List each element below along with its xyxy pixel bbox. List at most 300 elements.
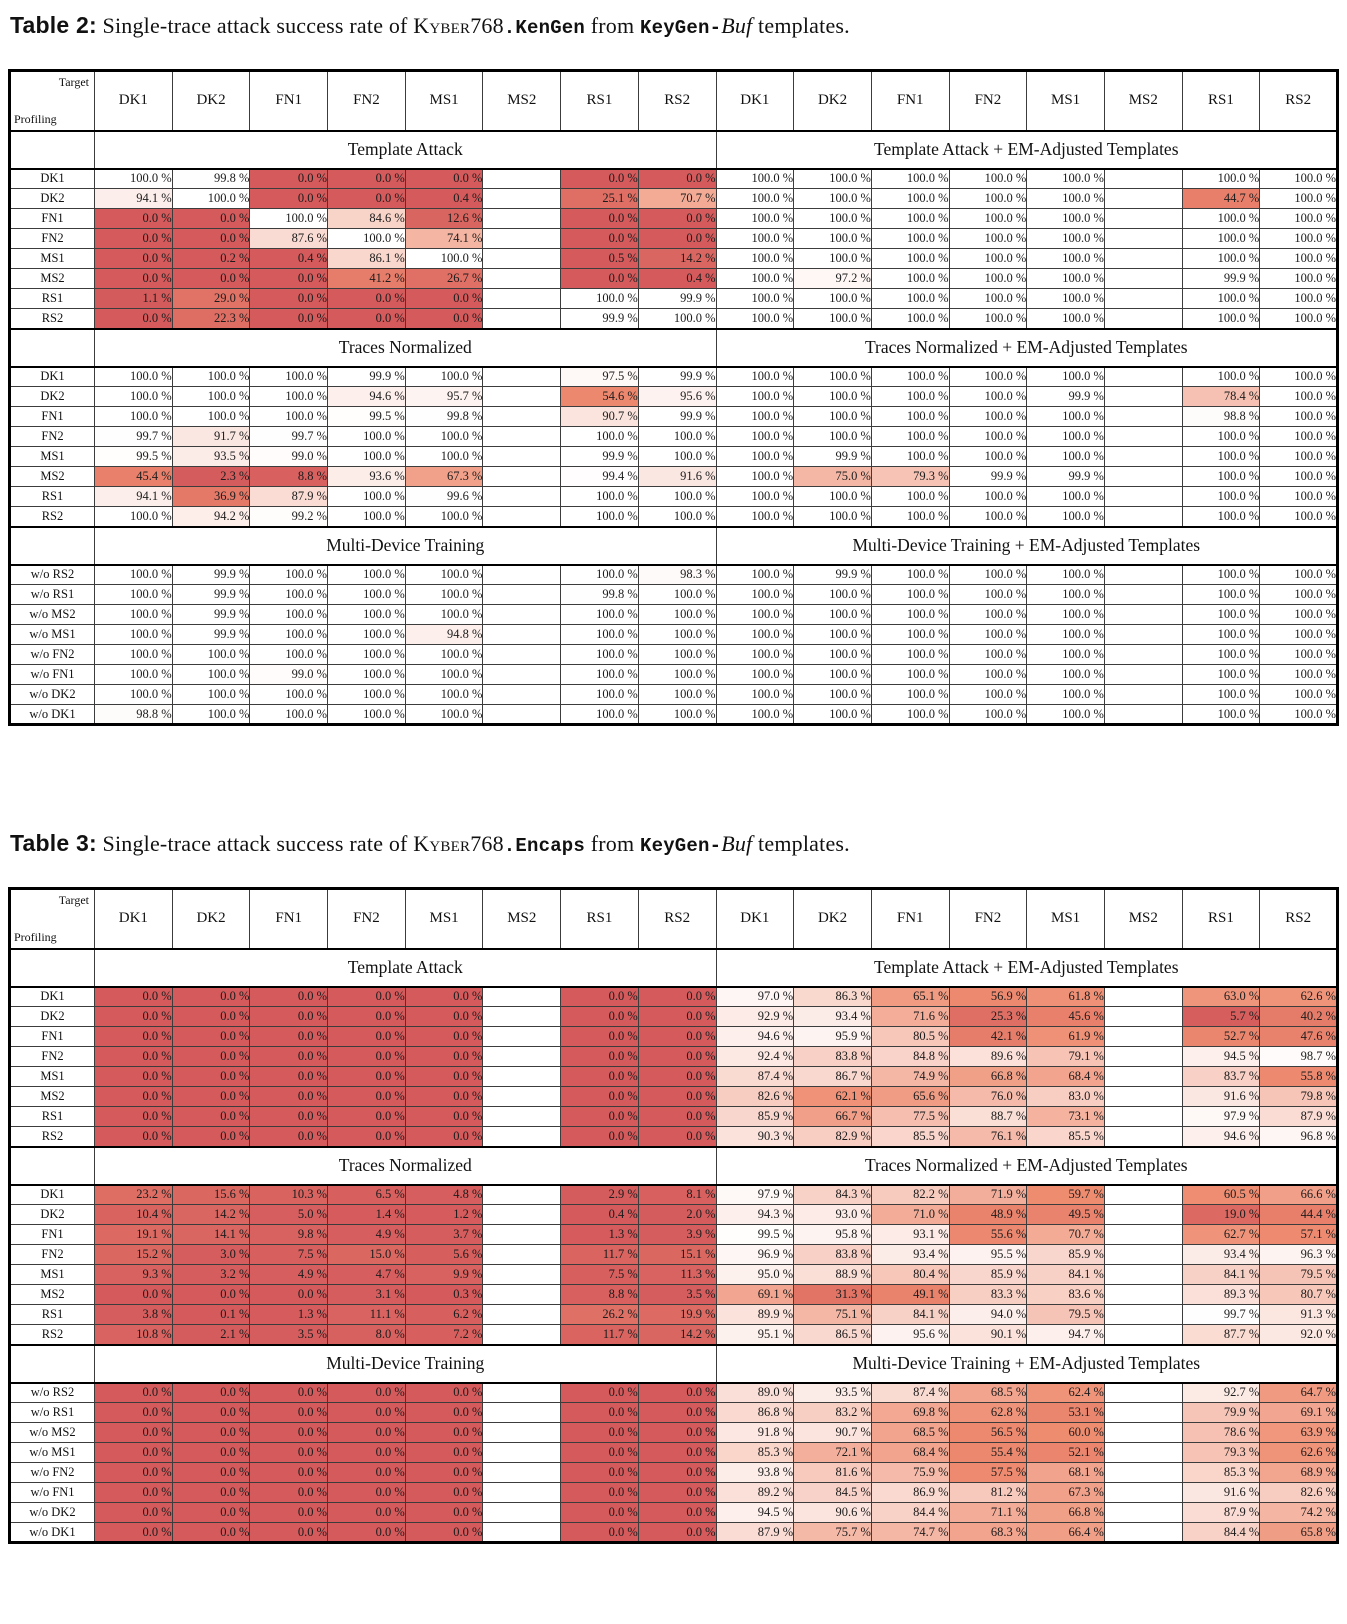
value-cell: 5.7 % [1182, 1007, 1260, 1027]
value-cell: 99.8 % [561, 585, 639, 605]
empty-cell [483, 447, 561, 467]
row-label: MS2 [10, 1087, 95, 1107]
value-cell: 0.0 % [561, 1423, 639, 1443]
value-cell: 0.0 % [561, 1007, 639, 1027]
caption-part: Table 2: [10, 12, 97, 38]
value-cell: 100.0 % [716, 229, 794, 249]
value-cell: 100.0 % [405, 447, 483, 467]
empty-cell [483, 1047, 561, 1067]
value-cell: 62.4 % [1027, 1383, 1105, 1403]
value-cell: 100.0 % [1260, 625, 1338, 645]
value-cell: 79.9 % [1182, 1403, 1260, 1423]
value-cell: 82.9 % [794, 1127, 872, 1147]
value-cell: 0.0 % [638, 1523, 716, 1543]
value-cell: 45.6 % [1027, 1007, 1105, 1027]
value-cell: 70.7 % [1027, 1225, 1105, 1245]
value-cell: 100.0 % [250, 407, 328, 427]
section-header-row [10, 1147, 1338, 1185]
value-cell: 93.4 % [794, 1007, 872, 1027]
value-cell: 90.6 % [794, 1503, 872, 1523]
value-cell: 0.0 % [328, 1423, 406, 1443]
value-cell: 44.4 % [1260, 1205, 1338, 1225]
row-label: RS1 [10, 289, 95, 309]
row-label: DK1 [10, 1185, 95, 1205]
value-cell: 0.0 % [172, 987, 250, 1007]
value-cell: 100.0 % [871, 585, 949, 605]
value-cell: 100.0 % [716, 427, 794, 447]
value-cell: 3.7 % [405, 1225, 483, 1245]
value-cell: 99.5 % [95, 447, 173, 467]
value-cell: 79.5 % [1260, 1265, 1338, 1285]
value-cell: 100.0 % [405, 367, 483, 387]
row-label: w/o MS1 [10, 625, 95, 645]
value-cell: 100.0 % [638, 447, 716, 467]
value-cell: 0.0 % [172, 1007, 250, 1027]
value-cell: 100.0 % [95, 685, 173, 705]
value-cell: 1.3 % [561, 1225, 639, 1245]
value-cell: 8.8 % [561, 1285, 639, 1305]
value-cell: 100.0 % [1027, 585, 1105, 605]
value-cell: 0.0 % [405, 1423, 483, 1443]
value-cell: 36.9 % [172, 487, 250, 507]
value-cell: 100.0 % [1027, 209, 1105, 229]
value-cell: 26.7 % [405, 269, 483, 289]
value-cell: 87.6 % [250, 229, 328, 249]
value-cell: 0.0 % [405, 987, 483, 1007]
column-header: DK1 [716, 71, 794, 131]
value-cell: 97.0 % [716, 987, 794, 1007]
value-cell: 66.8 % [949, 1067, 1027, 1087]
value-cell: 8.0 % [328, 1325, 406, 1345]
data-row [10, 1245, 1338, 1265]
value-cell: 100.0 % [405, 585, 483, 605]
value-cell: 3.5 % [638, 1285, 716, 1305]
empty-cell [483, 1087, 561, 1107]
value-cell: 100.0 % [716, 507, 794, 527]
value-cell: 100.0 % [405, 645, 483, 665]
value-cell: 100.0 % [561, 507, 639, 527]
value-cell: 88.9 % [794, 1265, 872, 1285]
value-cell: 100.0 % [1260, 605, 1338, 625]
value-cell: 1.4 % [328, 1205, 406, 1225]
data-row [10, 645, 1338, 665]
value-cell: 64.7 % [1260, 1383, 1338, 1403]
row-label: FN2 [10, 1047, 95, 1067]
value-cell: 11.7 % [561, 1325, 639, 1345]
empty-cell [1104, 189, 1182, 209]
empty-cell [1104, 665, 1182, 685]
caption-part: templates. [752, 13, 850, 38]
value-cell: 100.0 % [1182, 565, 1260, 585]
value-cell: 0.0 % [250, 309, 328, 329]
value-cell: 0.0 % [561, 1067, 639, 1087]
value-cell: 52.7 % [1182, 1027, 1260, 1047]
value-cell: 100.0 % [95, 407, 173, 427]
empty-cell [1104, 1107, 1182, 1127]
empty-cell [1104, 605, 1182, 625]
value-cell: 100.0 % [1182, 487, 1260, 507]
value-cell: 19.0 % [1182, 1205, 1260, 1225]
value-cell: 0.0 % [328, 169, 406, 189]
value-cell: 3.9 % [638, 1225, 716, 1245]
value-cell: 84.6 % [328, 209, 406, 229]
empty-cell [483, 585, 561, 605]
empty-cell [483, 169, 561, 189]
value-cell: 84.3 % [794, 1185, 872, 1205]
data-row [10, 169, 1338, 189]
value-cell: 94.6 % [1182, 1127, 1260, 1147]
value-cell: 0.0 % [95, 1087, 173, 1107]
value-cell: 0.0 % [172, 1383, 250, 1403]
value-cell: 55.8 % [1260, 1067, 1338, 1087]
value-cell: 0.0 % [561, 1463, 639, 1483]
value-cell: 0.0 % [250, 1503, 328, 1523]
row-label: DK2 [10, 1205, 95, 1225]
value-cell: 100.0 % [1182, 705, 1260, 725]
corner-profiling-label: Profiling [14, 929, 57, 944]
value-cell: 0.0 % [95, 1285, 173, 1305]
empty-cell [483, 1305, 561, 1325]
table-2-caption [10, 12, 1339, 39]
value-cell: 55.4 % [949, 1443, 1027, 1463]
value-cell: 94.5 % [716, 1503, 794, 1523]
value-cell: 0.0 % [561, 1443, 639, 1463]
column-header: RS2 [1260, 71, 1338, 131]
column-header: RS1 [1182, 889, 1260, 949]
value-cell: 0.0 % [95, 1423, 173, 1443]
value-cell: 81.2 % [949, 1483, 1027, 1503]
value-cell: 100.0 % [1260, 289, 1338, 309]
value-cell: 100.0 % [1027, 645, 1105, 665]
row-label: MS2 [10, 467, 95, 487]
row-label: MS2 [10, 1285, 95, 1305]
value-cell: 85.5 % [871, 1127, 949, 1147]
value-cell: 100.0 % [716, 209, 794, 229]
section-title-left: Multi-Device Training [95, 527, 717, 565]
value-cell: 91.3 % [1260, 1305, 1338, 1325]
empty-cell [1104, 1087, 1182, 1107]
row-label: RS2 [10, 1325, 95, 1345]
value-cell: 100.0 % [1027, 605, 1105, 625]
value-cell: 84.5 % [794, 1483, 872, 1503]
value-cell: 4.8 % [405, 1185, 483, 1205]
empty-cell [1104, 269, 1182, 289]
value-cell: 99.7 % [95, 427, 173, 447]
caption-part: Kyber768 [413, 13, 504, 38]
value-cell: 100.0 % [1260, 427, 1338, 447]
section-title-right: Multi-Device Training + EM-Adjusted Templates [716, 527, 1338, 565]
value-cell: 100.0 % [794, 229, 872, 249]
empty-cell [483, 507, 561, 527]
value-cell: 100.0 % [949, 407, 1027, 427]
value-cell: 91.6 % [1182, 1483, 1260, 1503]
table-2-container [8, 69, 1339, 726]
value-cell: 0.0 % [250, 1127, 328, 1147]
value-cell: 63.9 % [1260, 1423, 1338, 1443]
value-cell: 0.0 % [95, 309, 173, 329]
value-cell: 68.9 % [1260, 1463, 1338, 1483]
value-cell: 31.3 % [794, 1285, 872, 1305]
value-cell: 100.0 % [328, 685, 406, 705]
data-row [10, 1205, 1338, 1225]
value-cell: 99.2 % [250, 507, 328, 527]
row-label: RS1 [10, 487, 95, 507]
value-cell: 91.6 % [1182, 1087, 1260, 1107]
value-cell: 0.0 % [405, 1127, 483, 1147]
value-cell: 100.0 % [1182, 507, 1260, 527]
value-cell: 0.0 % [638, 1383, 716, 1403]
value-cell: 100.0 % [871, 209, 949, 229]
value-cell: 84.8 % [871, 1047, 949, 1067]
empty-cell [483, 1027, 561, 1047]
value-cell: 85.3 % [716, 1443, 794, 1463]
value-cell: 87.7 % [1182, 1325, 1260, 1345]
empty-cell [1104, 1225, 1182, 1245]
value-cell: 100.0 % [328, 665, 406, 685]
value-cell: 75.1 % [794, 1305, 872, 1325]
value-cell: 93.8 % [716, 1463, 794, 1483]
value-cell: 0.0 % [172, 1463, 250, 1483]
value-cell: 14.2 % [638, 1325, 716, 1345]
value-cell: 100.0 % [716, 705, 794, 725]
value-cell: 68.4 % [871, 1443, 949, 1463]
column-header: DK1 [716, 889, 794, 949]
value-cell: 100.0 % [405, 427, 483, 447]
value-cell: 8.8 % [250, 467, 328, 487]
row-label: FN2 [10, 229, 95, 249]
value-cell: 60.0 % [1027, 1423, 1105, 1443]
empty-cell [483, 289, 561, 309]
data-row [10, 367, 1338, 387]
value-cell: 100.0 % [794, 169, 872, 189]
value-cell: 0.0 % [561, 1383, 639, 1403]
value-cell: 62.1 % [794, 1087, 872, 1107]
empty-cell [483, 1265, 561, 1285]
row-label: w/o DK1 [10, 1523, 95, 1543]
value-cell: 4.9 % [328, 1225, 406, 1245]
value-cell: 81.6 % [794, 1463, 872, 1483]
value-cell: 0.0 % [328, 1383, 406, 1403]
value-cell: 100.0 % [794, 605, 872, 625]
data-row [10, 987, 1338, 1007]
value-cell: 100.0 % [95, 387, 173, 407]
caption-part: KeyGen- [639, 17, 722, 39]
value-cell: 0.0 % [638, 1463, 716, 1483]
empty-cell [1104, 625, 1182, 645]
value-cell: 0.0 % [405, 1443, 483, 1463]
value-cell: 0.0 % [250, 1007, 328, 1027]
row-label: DK2 [10, 387, 95, 407]
value-cell: 100.0 % [871, 605, 949, 625]
value-cell: 0.0 % [638, 169, 716, 189]
value-cell: 100.0 % [949, 685, 1027, 705]
value-cell: 100.0 % [250, 685, 328, 705]
column-header: RS1 [1182, 71, 1260, 131]
value-cell: 99.0 % [250, 447, 328, 467]
row-label: MS1 [10, 1067, 95, 1087]
value-cell: 94.0 % [949, 1305, 1027, 1325]
value-cell: 62.8 % [949, 1403, 1027, 1423]
header-row [10, 71, 1338, 131]
value-cell: 65.6 % [871, 1087, 949, 1107]
value-cell: 0.0 % [95, 1403, 173, 1423]
value-cell: 95.5 % [949, 1245, 1027, 1265]
data-row [10, 605, 1338, 625]
value-cell: 100.0 % [871, 625, 949, 645]
value-cell: 0.0 % [328, 1483, 406, 1503]
value-cell: 0.0 % [95, 1443, 173, 1463]
value-cell: 0.0 % [250, 1523, 328, 1543]
value-cell: 1.3 % [250, 1305, 328, 1325]
column-header: FN2 [328, 889, 406, 949]
value-cell: 100.0 % [1182, 447, 1260, 467]
value-cell: 0.0 % [328, 309, 406, 329]
value-cell: 15.6 % [172, 1185, 250, 1205]
empty-cell [483, 565, 561, 585]
value-cell: 48.9 % [949, 1205, 1027, 1225]
row-label: DK1 [10, 367, 95, 387]
value-cell: 100.0 % [949, 427, 1027, 447]
column-header: FN1 [871, 889, 949, 949]
value-cell: 100.0 % [949, 249, 1027, 269]
value-cell: 7.5 % [250, 1245, 328, 1265]
value-cell: 62.7 % [1182, 1225, 1260, 1245]
value-cell: 92.4 % [716, 1047, 794, 1067]
empty-cell [1104, 229, 1182, 249]
value-cell: 94.8 % [405, 625, 483, 645]
row-label: RS2 [10, 309, 95, 329]
value-cell: 3.5 % [250, 1325, 328, 1345]
value-cell: 100.0 % [250, 209, 328, 229]
value-cell: 100.0 % [949, 269, 1027, 289]
value-cell: 68.4 % [1027, 1067, 1105, 1087]
value-cell: 96.3 % [1260, 1245, 1338, 1265]
value-cell: 100.0 % [638, 487, 716, 507]
value-cell: 1.2 % [405, 1205, 483, 1225]
column-header: MS1 [405, 71, 483, 131]
value-cell: 100.0 % [405, 665, 483, 685]
value-cell: 100.0 % [250, 605, 328, 625]
table-3-container [8, 887, 1339, 1544]
value-cell: 0.0 % [172, 269, 250, 289]
row-label: RS2 [10, 507, 95, 527]
value-cell: 66.7 % [794, 1107, 872, 1127]
value-cell: 100.0 % [250, 625, 328, 645]
section-title-right: Template Attack + EM-Adjusted Templates [716, 131, 1338, 169]
data-row [10, 1523, 1338, 1543]
column-header: FN1 [250, 71, 328, 131]
value-cell: 0.0 % [172, 1127, 250, 1147]
value-cell: 7.2 % [405, 1325, 483, 1345]
value-cell: 100.0 % [1182, 605, 1260, 625]
data-row [10, 1503, 1338, 1523]
value-cell: 65.1 % [871, 987, 949, 1007]
value-cell: 100.0 % [1260, 645, 1338, 665]
row-label: MS2 [10, 269, 95, 289]
value-cell: 84.4 % [1182, 1523, 1260, 1543]
empty-cell [483, 1325, 561, 1345]
value-cell: 100.0 % [250, 705, 328, 725]
section-title-left: Traces Normalized [95, 1147, 717, 1185]
value-cell: 71.6 % [871, 1007, 949, 1027]
value-cell: 100.0 % [1260, 229, 1338, 249]
value-cell: 100.0 % [1260, 269, 1338, 289]
value-cell: 14.1 % [172, 1225, 250, 1245]
column-header: DK2 [172, 71, 250, 131]
value-cell: 0.0 % [638, 1483, 716, 1503]
value-cell: 99.4 % [561, 467, 639, 487]
value-cell: 100.0 % [716, 685, 794, 705]
value-cell: 90.7 % [561, 407, 639, 427]
value-cell: 100.0 % [716, 169, 794, 189]
value-cell: 100.0 % [328, 487, 406, 507]
empty-cell [483, 1185, 561, 1205]
empty-cell [1104, 1285, 1182, 1305]
value-cell: 100.0 % [871, 169, 949, 189]
value-cell: 94.6 % [328, 387, 406, 407]
value-cell: 100.0 % [1182, 625, 1260, 645]
value-cell: 0.0 % [328, 1107, 406, 1127]
value-cell: 100.0 % [561, 289, 639, 309]
empty-cell [483, 269, 561, 289]
column-header: DK2 [172, 889, 250, 949]
value-cell: 10.4 % [95, 1205, 173, 1225]
value-cell: 100.0 % [561, 565, 639, 585]
value-cell: 82.6 % [1260, 1483, 1338, 1503]
value-cell: 0.0 % [561, 1027, 639, 1047]
column-header: DK1 [95, 71, 173, 131]
value-cell: 85.3 % [1182, 1463, 1260, 1483]
column-header: FN1 [871, 71, 949, 131]
value-cell: 100.0 % [794, 585, 872, 605]
value-cell: 15.0 % [328, 1245, 406, 1265]
value-cell: 71.1 % [949, 1503, 1027, 1523]
value-cell: 0.0 % [561, 1523, 639, 1543]
corner-target-label: Target [58, 75, 89, 89]
value-cell: 100.0 % [1260, 585, 1338, 605]
empty-cell [483, 1523, 561, 1543]
section-title-left: Multi-Device Training [95, 1345, 717, 1383]
value-cell: 100.0 % [949, 625, 1027, 645]
value-cell: 84.1 % [871, 1305, 949, 1325]
data-row [10, 289, 1338, 309]
value-cell: 0.0 % [95, 1523, 173, 1543]
data-row [10, 1265, 1338, 1285]
value-cell: 100.0 % [871, 487, 949, 507]
value-cell: 100.0 % [716, 645, 794, 665]
value-cell: 99.9 % [172, 565, 250, 585]
empty-cell [1104, 1483, 1182, 1503]
value-cell: 0.0 % [250, 1423, 328, 1443]
value-cell: 93.4 % [871, 1245, 949, 1265]
row-label: FN1 [10, 1027, 95, 1047]
empty-cell [1104, 249, 1182, 269]
value-cell: 0.0 % [328, 1403, 406, 1423]
value-cell: 67.3 % [405, 467, 483, 487]
value-cell: 0.0 % [328, 1443, 406, 1463]
value-cell: 78.6 % [1182, 1423, 1260, 1443]
empty-cell [483, 427, 561, 447]
value-cell: 0.0 % [95, 1047, 173, 1067]
value-cell: 100.0 % [871, 645, 949, 665]
section-header-row [10, 1345, 1338, 1383]
caption-part: .Encaps [503, 835, 586, 857]
value-cell: 100.0 % [949, 585, 1027, 605]
data-row [10, 1305, 1338, 1325]
column-header: MS2 [1104, 71, 1182, 131]
value-cell: 0.0 % [95, 229, 173, 249]
value-cell: 100.0 % [1260, 209, 1338, 229]
